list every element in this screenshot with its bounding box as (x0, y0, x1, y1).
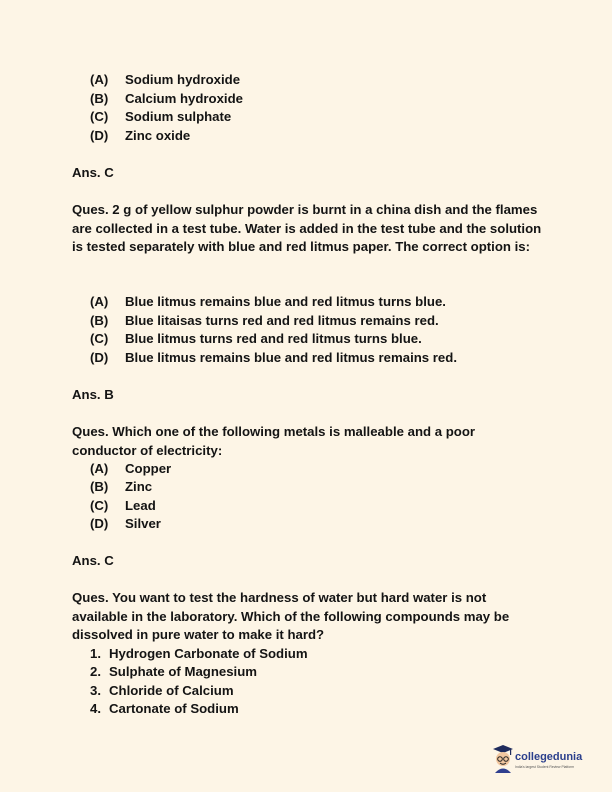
q4-question: Ques. You want to test the hardness of water but hard water is not available in the laboratory. Which of the following compounds may be dissolved in pure water to make it hard? (72, 590, 510, 642)
q2-option-b: (B) Blue litaisas turns red and red litmus remains red. (90, 313, 439, 328)
q4-option-2: 2. Sulphate of Magnesium (90, 664, 258, 679)
q1-answer: Ans. C (72, 165, 114, 180)
q1-option-c: (C) Sodium sulphate (90, 109, 232, 124)
logo-brand-text: collegedunia (515, 751, 583, 763)
q3-option-d: (D) Silver (90, 516, 161, 531)
q3-answer: Ans. C (72, 553, 114, 568)
q1-option-d: (D) Zinc oxide (90, 128, 191, 143)
q3-option-a: (A) Copper (90, 461, 172, 476)
q2-option-d: (D) Blue litmus remains blue and red litmus remains red. (90, 350, 457, 365)
q4-option-4: 4. Cartonate of Sodium (90, 701, 239, 716)
q2-answer: Ans. B (72, 387, 114, 402)
q3-option-b: (B) Zinc (90, 479, 153, 494)
mascot-icon (492, 744, 514, 774)
logo-tagline: India's largest Student Review Platform (515, 765, 575, 769)
q3-option-c: (C) Lead (90, 498, 156, 513)
q2-question: Ques. 2 g of yellow sulphur powder is burnt in a china dish and the flames are collected in a test tube. Water is added in the test tube and the solution is tested separately with blue and red litmus paper. The correct option is: (72, 202, 542, 254)
q2-option-a: (A) Blue litmus remains blue and red litmus turns blue. (90, 294, 446, 309)
q4-option-1: 1. Hydrogen Carbonate of Sodium (90, 646, 308, 661)
q2-option-c: (C) Blue litmus turns red and red litmus turns blue. (90, 331, 422, 346)
q4-option-3: 3. Chloride of Calcium (90, 683, 234, 698)
q3-question: Ques. Which one of the following metals is malleable and a poor conductor of electricity: (72, 424, 476, 458)
q1-option-a: (A) Sodium hydroxide (90, 72, 241, 87)
collegedunia-logo (492, 744, 592, 778)
q1-option-b: (B) Calcium hydroxide (90, 91, 243, 106)
